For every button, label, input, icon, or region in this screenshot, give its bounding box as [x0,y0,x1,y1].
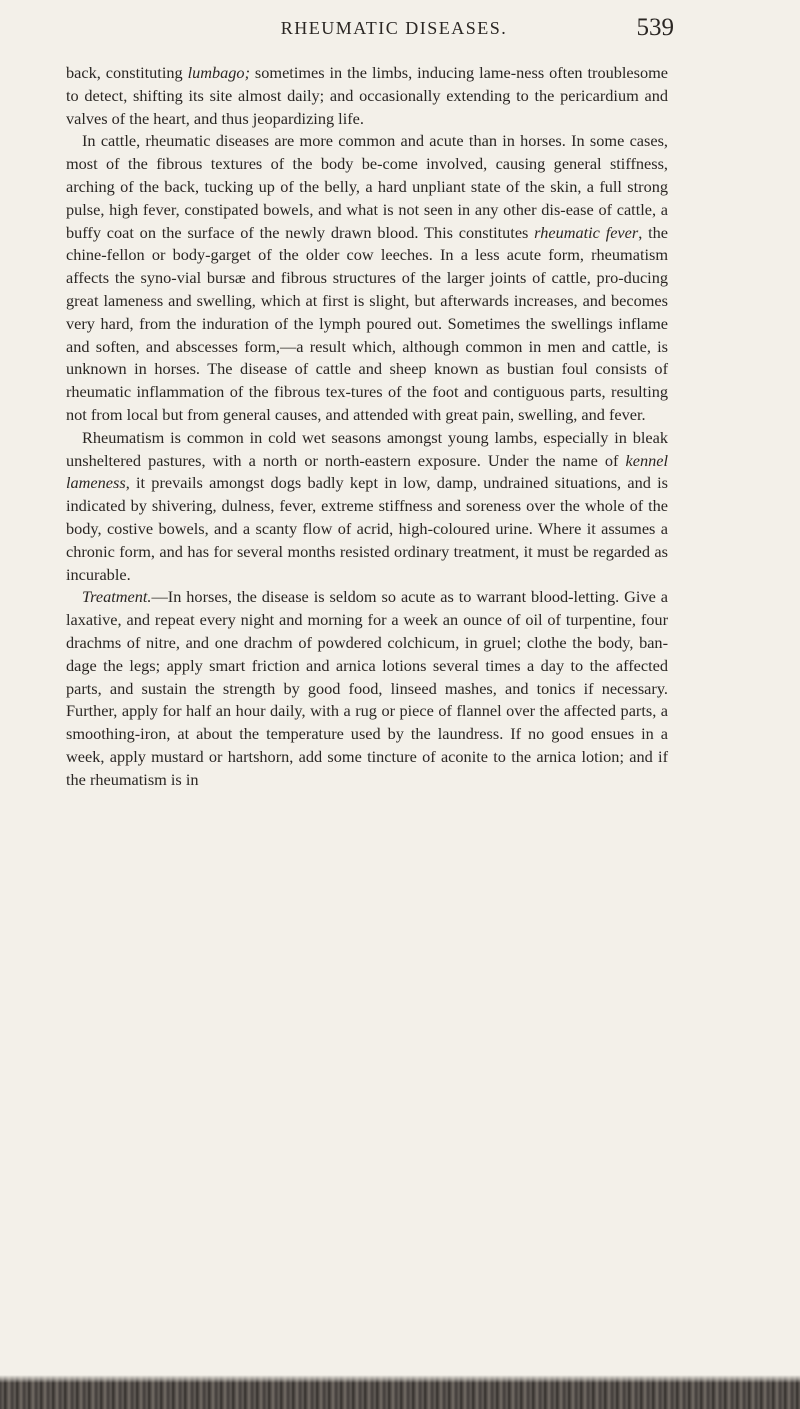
paragraph [66,427,668,587]
page-number: 539 [636,14,674,41]
paragraph [66,62,668,130]
text-run: Rheumatism is common in cold wet seasons amongst young lambs, especially in bleak unsheltered pastures, with a north or north-eastern exposure. Under the name of [66,427,668,470]
body-text [66,62,668,792]
paragraph [66,586,668,791]
text-run: , it prevails amongst dogs badly kept in low, damp, undrained situations, and is indicated by shivering, dulness, fever, extreme stiffness and soreness over the whole of the body, costive bowels, and a scanty flow of acrid, high-coloured urine. Where it assumes a chronic form, and has for several months resisted ordinary treatment, it must be regarded as incurable. [66,473,668,584]
italic-text: rheumatic fever [534,222,639,242]
italic-text: kennel lameness [66,450,668,493]
text-run: —In horses, the disease is seldom so acute as to warrant blood-letting. Give a laxative, and repeat every night and morning for a week an ounce of oil of turpentine, four drachms of nitre, and one drachm of powdered colchicum, in gruel; clothe the body, ban-dage the legs; apply smart friction and arnica lotions several times a day to the affected parts, and sustain the strength by good food, linseed mashes, and tonics if necessary. Further, apply for half an hour daily, with a rug or piece of flannel over the affected parts, a smoothing-iron, at about the temperature used by the laundress. If no good ensues in a week, apply mustard or hartshorn, add some tincture of aconite to the arnica lotion; and if the rheumatism is in [66,587,668,789]
text-run: sometimes in the limbs, inducing lame-ness often troublesome to detect, shifting its site almost daily; and occasionally extending to the pericardium and valves of the heart, and thus jeopardizing life. [66,63,669,128]
paragraph [66,130,668,426]
italic-text: Treatment. [82,587,152,607]
text-run: , the chine-fellon or body-garget of the older cow leeches. In a less acute form, rheumatism affects the syno-vial bursæ and fibrous structures of the larger joints of cattle, pro-ducing great lameness and swelling, which at first is slight, but afterwards increases, and becomes very hard, from the induration of the lymph poured out. Sometimes the swellings inflame and soften, and abscesses form,—a result which, although common in men and cattle, is unknown in horses. The disease of cattle and sheep known as bustian foul consists of rheumatic inflammation of the fibrous tex-tures of the foot and contiguous parts, resulting not from local but from general causes, and attended with great pain, swelling, and fever. [66,222,668,424]
text-run: In cattle, rheumatic diseases are more common and acute than in horses. In some cases, most of the fibrous textures of the body be-come involved, causing general stiffness, arching of the back, tucking up of the belly, a hard unpliant state of the skin, a full strong pulse, high fever, constipated bowels, and what is not seen in any other dis-ease of cattle, a buffy coat on the surface of the newly drawn blood. This constitutes [66,131,668,242]
page-header [118,14,674,48]
running-head: RHEUMATIC DISEASES. [280,18,508,38]
italic-text: lumbago; [187,63,250,82]
scan-edge-smudge [0,1375,800,1409]
text-run: back, constituting [66,63,188,82]
